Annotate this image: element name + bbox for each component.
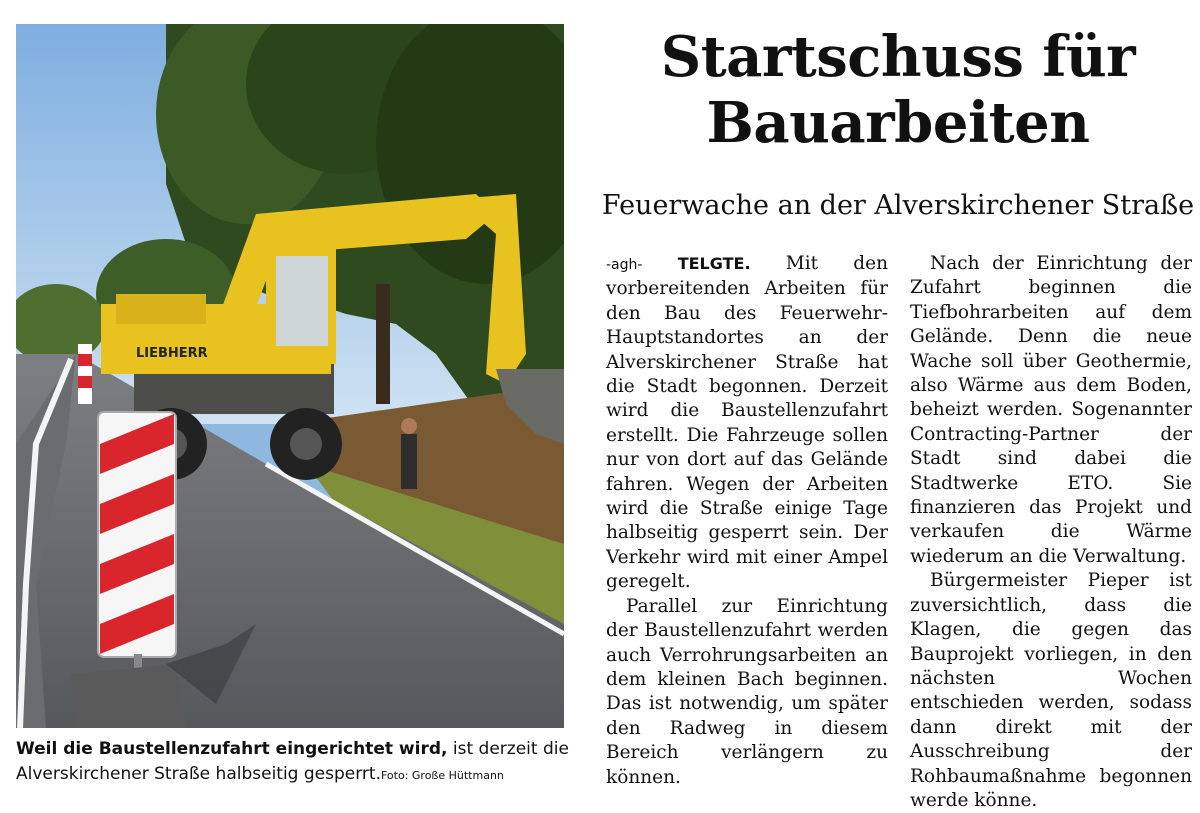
caption-lead: Weil die Baustellenzufahrt eingerichtet wird, <box>16 739 448 759</box>
article-photo <box>16 24 564 728</box>
excavator-photo-icon <box>16 24 564 728</box>
photo-credit: Foto: Große Hüttmann <box>380 769 504 782</box>
article-paragraph: Nach der Einrichtung der Zufahrt beginnen die Tiefbohrarbeiten auf dem Gelände. Denn die neue Wache soll über Geothermie, also Wärme aus dem Boden, beheizt werden. Sogenannter Contracting-Partner der Stadt sind dabei die Stadtwerke ETO. Sie finanzieren das Projekt und verkaufen die Wärme wiederum an die Verwaltung. <box>910 253 1192 567</box>
byline: -agh- <box>606 257 643 273</box>
svg-text:LIEBHERR: LIEBHERR <box>136 346 208 361</box>
article-paragraph: Parallel zur Einrichtung der Baustellenzufahrt werden auch Verrohrungsarbeiten an dem kleinen Bach beginnen. Das ist notwendig, um später den Radweg in diesem Bereich verlängern zu können. <box>606 595 888 788</box>
headline <box>596 24 1200 156</box>
article-paragraph: Bürgermeister Pieper ist zuversichtlich, dass die Klagen, die gegen das Bauprojekt vorliegen, in den nächsten Wochen entschieden werden, sodass dann direkt mit der Ausschreibung der Rohbaumaßnahme begonnen werde könne. <box>910 570 1192 811</box>
photo-caption <box>16 737 576 788</box>
article-column-1 <box>606 252 888 790</box>
headline-line-1: Startschuss für <box>660 24 1136 90</box>
article-column-2 <box>910 252 1192 813</box>
paragraph-text: Mit den vorbereitenden Arbeiten für den Bau des Feuerwehr-Hauptstandortes an der Alverskirchener Straße hat die Stadt begonnen. Derzeit wird die Baustellenzufahrt erstellt. Die Fahrzeuge sollen nur von dort auf das Gelände fahren. Wegen der Arbeiten wird die Straße einige Tage halbseitig gesperrt sein. Der Verkehr wird mit einer Ampel geregelt. <box>606 253 888 593</box>
article-paragraph <box>606 252 888 595</box>
headline-line-2: Bauarbeiten <box>706 90 1090 156</box>
subheadline: Feuerwache an der Alverskirchener Straße <box>601 190 1195 221</box>
dateline: TELGTE. <box>677 254 751 273</box>
caption-text: ist derzeit die Alverskirchener Straße halbseitig gesperrt. <box>16 739 569 784</box>
